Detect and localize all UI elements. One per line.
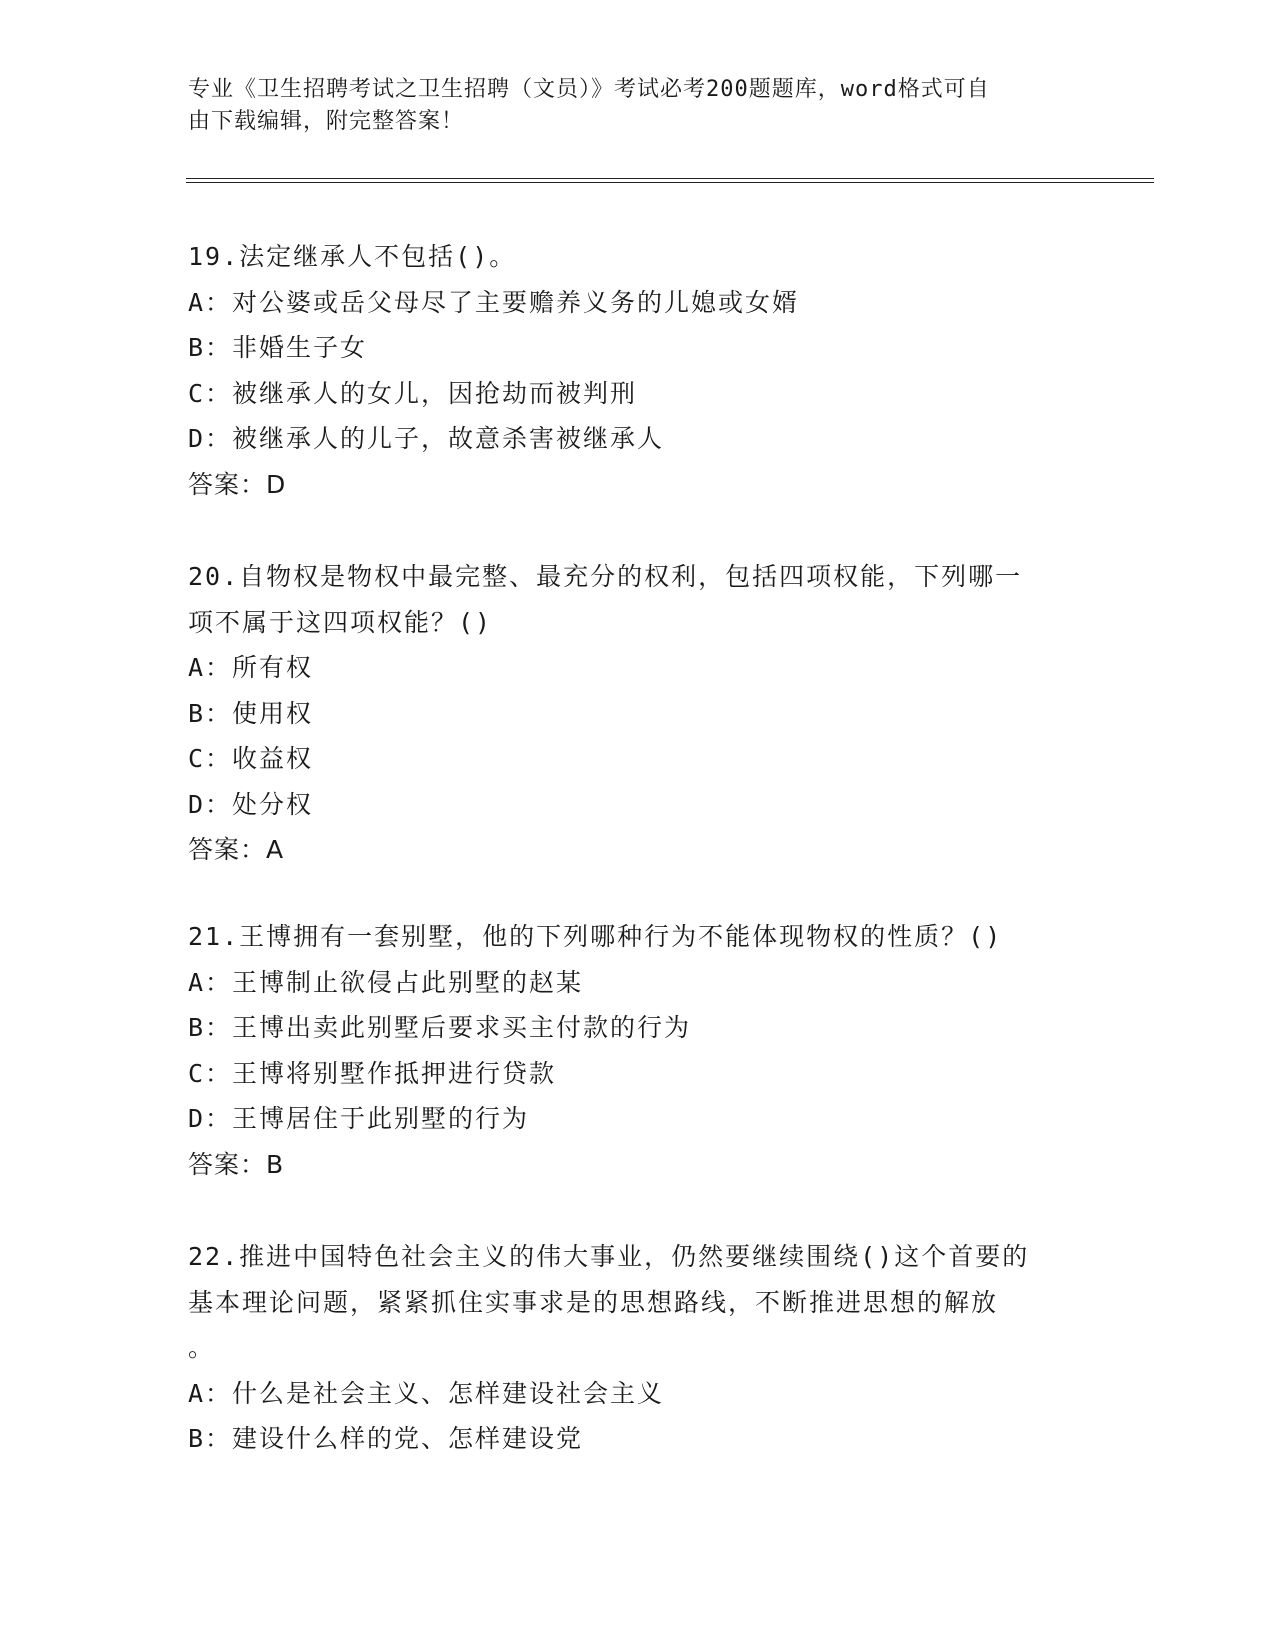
option-b: B：王博出卖此别墅后要求买主付款的行为: [188, 1013, 692, 1042]
option-d: D：被继承人的儿子，故意杀害被继承人: [188, 424, 665, 453]
option-b: B：建设什么样的党、怎样建设党: [188, 1424, 584, 1453]
option-a: A：王博制止欲侵占此别墅的赵某: [188, 967, 584, 997]
question-22: [188, 1234, 1088, 1462]
option-a: A：对公婆或岳父母尽了主要赡养义务的儿媳或女婿: [188, 287, 800, 317]
option-a: A：什么是社会主义、怎样建设社会主义: [188, 1378, 665, 1408]
header-line-1: 专业《卫生招聘考试之卫生招聘（文员）》考试必考200题题库，word格式可自: [188, 77, 990, 102]
option-c: C：收益权: [188, 744, 314, 773]
question-stem: 21.王博拥有一套别墅，他的下列哪种行为不能体现物权的性质？(): [188, 922, 1003, 951]
answer: 答案：A: [188, 835, 285, 864]
question-stem-line-1: 22.推进中国特色社会主义的伟大事业，仍然要继续围绕()这个首要的: [188, 1242, 1030, 1271]
option-d: D：王博居住于此别墅的行为: [188, 1104, 530, 1133]
document-header: [188, 74, 1068, 138]
question-21: [188, 914, 1088, 1187]
header-divider-top: [186, 178, 1154, 179]
option-b: B：使用权: [188, 698, 314, 728]
header-divider-bottom: [186, 182, 1154, 183]
question-stem: 19.法定继承人不包括()。: [188, 242, 517, 271]
question-19: [188, 234, 1088, 507]
question-stem-line-2: 基本理论问题，紧紧抓住实事求是的思想路线，不断推进思想的解放: [188, 1287, 999, 1317]
option-c: C：王博将别墅作抵押进行贷款: [188, 1058, 557, 1088]
question-stem-line-1: 20.自物权是物权中最完整、最充分的权利，包括四项权能，下列哪一: [188, 562, 1023, 591]
answer: 答案：B: [188, 1149, 285, 1179]
option-b: B：非婚生子女: [188, 333, 368, 362]
answer: 答案：D: [188, 469, 287, 499]
option-a: A：所有权: [188, 653, 314, 682]
header-line-2: 由下载编辑，附完整答案！: [188, 109, 465, 134]
option-d: D：处分权: [188, 789, 314, 819]
option-c: C：被继承人的女儿，因抢劫而被判刑: [188, 378, 638, 408]
question-stem-line-2: 项不属于这四项权能？(): [188, 607, 493, 637]
question-20: [188, 554, 1088, 873]
question-stem-line-3: 。: [188, 1333, 216, 1362]
